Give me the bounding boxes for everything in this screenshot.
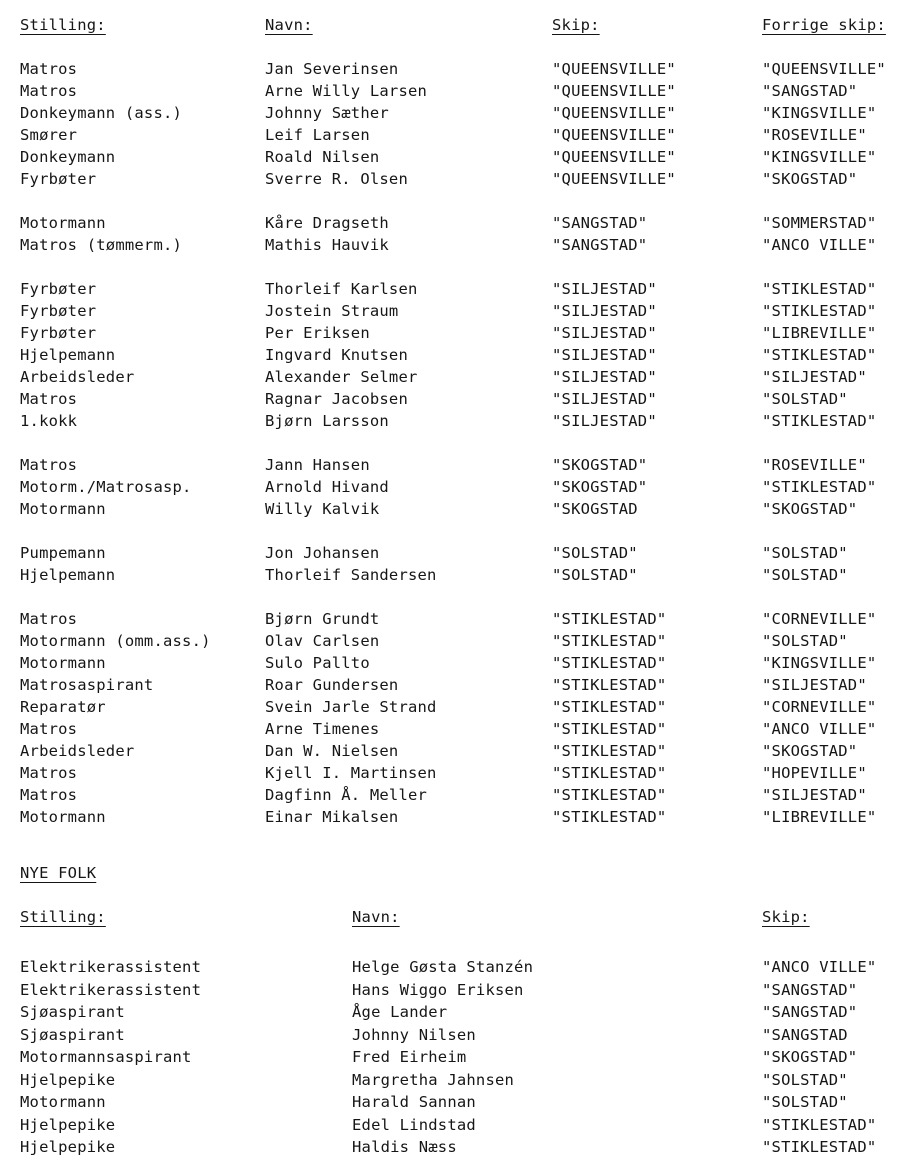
table-row bbox=[0, 608, 920, 630]
header-ship: Skip: bbox=[552, 16, 600, 34]
table-row bbox=[0, 80, 920, 102]
table-row bbox=[0, 168, 920, 190]
cell-ship: "SANGSTAD" bbox=[762, 1003, 858, 1021]
cell-ship: "SILJESTAD" bbox=[552, 346, 657, 364]
cell-position: Matros bbox=[20, 786, 78, 804]
cell-position: Hjelpemann bbox=[20, 566, 116, 584]
cell-previous-ship: "ROSEVILLE" bbox=[762, 456, 867, 474]
cell-name: Kjell I. Martinsen bbox=[265, 764, 437, 782]
cell-ship: "STIKLESTAD" bbox=[552, 764, 667, 782]
cell-previous-ship: "ROSEVILLE" bbox=[762, 126, 867, 144]
table-row bbox=[0, 652, 920, 674]
cell-name: Mathis Hauvik bbox=[265, 236, 389, 254]
table-row bbox=[0, 1069, 920, 1092]
cell-position: 1.kokk bbox=[20, 412, 78, 430]
cell-previous-ship: "QUEENSVILLE" bbox=[762, 60, 886, 78]
table-row bbox=[0, 718, 920, 740]
cell-previous-ship: "LIBREVILLE" bbox=[762, 324, 877, 342]
cell-position: Arbeidsleder bbox=[20, 368, 135, 386]
table-row bbox=[0, 1001, 920, 1024]
cell-ship: "STIKLESTAD" bbox=[552, 808, 667, 826]
table-row bbox=[0, 124, 920, 146]
cell-ship: "SOLSTAD" bbox=[552, 544, 638, 562]
cell-name: Jan Severinsen bbox=[265, 60, 399, 78]
cell-previous-ship: "LIBREVILLE" bbox=[762, 808, 877, 826]
table-row bbox=[0, 344, 920, 366]
crew-group bbox=[0, 454, 920, 520]
cell-position: Sjøaspirant bbox=[20, 1025, 125, 1044]
cell-previous-ship: "SILJESTAD" bbox=[762, 676, 867, 694]
table-row bbox=[0, 102, 920, 124]
cell-previous-ship: "CORNEVILLE" bbox=[762, 610, 877, 628]
cell-name: Roar Gundersen bbox=[265, 676, 399, 694]
new-header-name: Navn: bbox=[352, 908, 400, 926]
cell-name: Edel Lindstad bbox=[352, 1115, 476, 1134]
cell-previous-ship: "CORNEVILLE" bbox=[762, 698, 877, 716]
cell-name: Hans Wiggo Eriksen bbox=[352, 980, 524, 999]
cell-ship: "QUEENSVILLE" bbox=[552, 126, 676, 144]
cell-position: Hjelpemann bbox=[20, 346, 116, 364]
cell-name: Ingvard Knutsen bbox=[265, 346, 408, 364]
new-people-title: NYE FOLK bbox=[20, 864, 97, 882]
table-row bbox=[0, 762, 920, 784]
cell-previous-ship: "STIKLESTAD" bbox=[762, 478, 877, 496]
cell-position: Motormann bbox=[20, 500, 106, 518]
cell-name: Bjørn Grundt bbox=[265, 610, 380, 628]
cell-position: Hjelpepike bbox=[20, 1115, 116, 1134]
cell-position: Hjelpepike bbox=[20, 1070, 116, 1089]
cell-position: Matros bbox=[20, 720, 78, 738]
cell-ship: "SILJESTAD" bbox=[552, 302, 657, 320]
cell-previous-ship: "SOLSTAD" bbox=[762, 632, 848, 650]
cell-position: Matrosaspirant bbox=[20, 676, 154, 694]
cell-previous-ship: "STIKLESTAD" bbox=[762, 412, 877, 430]
cell-previous-ship: "KINGSVILLE" bbox=[762, 104, 877, 122]
cell-ship: "SILJESTAD" bbox=[552, 390, 657, 408]
cell-name: Roald Nilsen bbox=[265, 148, 380, 166]
new-header-ship: Skip: bbox=[762, 908, 810, 926]
cell-previous-ship: "SOLSTAD" bbox=[762, 566, 848, 584]
crew-group bbox=[0, 278, 920, 432]
cell-previous-ship: "SOLSTAD" bbox=[762, 390, 848, 408]
cell-name: Arne Willy Larsen bbox=[265, 82, 428, 100]
cell-name: Thorleif Karlsen bbox=[265, 280, 418, 298]
cell-ship: "STIKLESTAD" bbox=[552, 720, 667, 738]
cell-position: Matros bbox=[20, 60, 78, 78]
cell-ship: "SILJESTAD" bbox=[552, 280, 657, 298]
table-row bbox=[0, 806, 920, 828]
cell-previous-ship: "HOPEVILLE" bbox=[762, 764, 867, 782]
cell-position: Arbeidsleder bbox=[20, 742, 135, 760]
cell-previous-ship: "STIKLESTAD" bbox=[762, 302, 877, 320]
cell-previous-ship: "KINGSVILLE" bbox=[762, 148, 877, 166]
cell-name: Sverre R. Olsen bbox=[265, 170, 408, 188]
cell-position: Matros bbox=[20, 82, 78, 100]
crew-group bbox=[0, 58, 920, 190]
cell-position: Hjelpepike bbox=[20, 1138, 116, 1156]
cell-name: Harald Sannan bbox=[352, 1093, 476, 1111]
cell-ship: "SOLSTAD" bbox=[552, 566, 638, 584]
cell-position: Motormann bbox=[20, 1093, 106, 1111]
table-row bbox=[0, 564, 920, 586]
cell-previous-ship: "SKOGSTAD" bbox=[762, 500, 858, 518]
crew-transfer-list bbox=[0, 58, 920, 850]
cell-ship: "SOLSTAD" bbox=[762, 1070, 848, 1089]
table-row bbox=[0, 1024, 920, 1047]
cell-name: Per Eriksen bbox=[265, 324, 370, 342]
cell-name: Johnny Sæther bbox=[265, 104, 389, 122]
new-people-header bbox=[0, 906, 920, 930]
cell-name: Jon Johansen bbox=[265, 544, 380, 562]
cell-ship: "QUEENSVILLE" bbox=[552, 60, 676, 78]
table-row bbox=[0, 300, 920, 322]
table-row bbox=[0, 388, 920, 410]
header-position: Stilling: bbox=[20, 16, 106, 34]
cell-name: Einar Mikalsen bbox=[265, 808, 399, 826]
cell-previous-ship: "SOMMERSTAD" bbox=[762, 214, 877, 232]
cell-position: Matros bbox=[20, 456, 78, 474]
table-row bbox=[0, 454, 920, 476]
table-row bbox=[0, 740, 920, 762]
cell-previous-ship: "STIKLESTAD" bbox=[762, 280, 877, 298]
table-row bbox=[0, 278, 920, 300]
table-row bbox=[0, 212, 920, 234]
cell-ship: "SILJESTAD" bbox=[552, 412, 657, 430]
cell-name: Willy Kalvik bbox=[265, 500, 380, 518]
table-row bbox=[0, 58, 920, 80]
table-header bbox=[0, 14, 920, 38]
cell-previous-ship: "SILJESTAD" bbox=[762, 786, 867, 804]
cell-position: Fyrbøter bbox=[20, 302, 97, 320]
cell-ship: "STIKLESTAD" bbox=[552, 698, 667, 716]
cell-previous-ship: "SILJESTAD" bbox=[762, 368, 867, 386]
cell-position: Matros bbox=[20, 610, 78, 628]
cell-previous-ship: "STIKLESTAD" bbox=[762, 346, 877, 364]
cell-ship: "STIKLESTAD" bbox=[552, 786, 667, 804]
cell-name: Sulo Pallto bbox=[265, 654, 370, 672]
cell-name: Svein Jarle Strand bbox=[265, 698, 437, 716]
table-row bbox=[0, 542, 920, 564]
cell-name: Jann Hansen bbox=[265, 456, 370, 474]
cell-position: Motormann (omm.ass.) bbox=[20, 632, 211, 650]
cell-position: Reparatør bbox=[20, 698, 106, 716]
cell-ship: "ANCO VILLE" bbox=[762, 958, 877, 976]
cell-position: Motormannsaspirant bbox=[20, 1048, 192, 1066]
crew-group bbox=[0, 608, 920, 828]
cell-ship: "STIKLESTAD" bbox=[552, 654, 667, 672]
cell-name: Bjørn Larsson bbox=[265, 412, 389, 430]
table-row bbox=[0, 784, 920, 806]
cell-ship: "QUEENSVILLE" bbox=[552, 170, 676, 188]
cell-position: Donkeymann bbox=[20, 148, 116, 166]
table-row bbox=[0, 234, 920, 256]
cell-name: Haldis Næss bbox=[352, 1138, 457, 1156]
cell-ship: "SKOGSTAD" bbox=[552, 456, 648, 474]
cell-ship: "QUEENSVILLE" bbox=[552, 148, 676, 166]
cell-position: Pumpemann bbox=[20, 544, 106, 562]
table-row bbox=[0, 1114, 920, 1137]
cell-name: Alexander Selmer bbox=[265, 368, 418, 386]
cell-ship: "STIKLESTAD" bbox=[762, 1138, 877, 1156]
cell-ship: "SANGSTAD bbox=[762, 1025, 848, 1044]
cell-name: Margretha Jahnsen bbox=[352, 1070, 515, 1089]
header-name: Navn: bbox=[265, 16, 313, 34]
table-row bbox=[0, 498, 920, 520]
cell-name: Kåre Dragseth bbox=[265, 214, 389, 232]
table-row bbox=[0, 1136, 920, 1159]
table-row bbox=[0, 1091, 920, 1114]
cell-position: Matros (tømmerm.) bbox=[20, 236, 183, 254]
cell-ship: "SKOGSTAD" bbox=[552, 478, 648, 496]
cell-ship: "SILJESTAD" bbox=[552, 368, 657, 386]
cell-name: Arnold Hivand bbox=[265, 478, 389, 496]
cell-name: Arne Timenes bbox=[265, 720, 380, 738]
table-row bbox=[0, 476, 920, 498]
crew-group bbox=[0, 212, 920, 256]
crew-group bbox=[0, 542, 920, 586]
cell-ship: "SILJESTAD" bbox=[552, 324, 657, 342]
cell-previous-ship: "SOLSTAD" bbox=[762, 544, 848, 562]
table-row bbox=[0, 979, 920, 1002]
new-people-list bbox=[0, 956, 920, 1159]
cell-name: Dan W. Nielsen bbox=[265, 742, 399, 760]
table-row bbox=[0, 696, 920, 718]
cell-position: Elektrikerassistent bbox=[20, 958, 202, 976]
cell-ship: "SKOGSTAD bbox=[552, 500, 638, 518]
cell-ship: "SOLSTAD" bbox=[762, 1093, 848, 1111]
cell-position: Donkeymann (ass.) bbox=[20, 104, 183, 122]
table-row bbox=[0, 956, 920, 979]
new-header-position: Stilling: bbox=[20, 908, 106, 926]
cell-position: Matros bbox=[20, 764, 78, 782]
cell-ship: "SANGSTAD" bbox=[552, 214, 648, 232]
cell-position: Elektrikerassistent bbox=[20, 980, 202, 999]
table-row bbox=[0, 674, 920, 696]
cell-ship: "STIKLESTAD" bbox=[552, 742, 667, 760]
cell-position: Motormann bbox=[20, 808, 106, 826]
cell-ship: "STIKLESTAD" bbox=[552, 610, 667, 628]
table-row bbox=[0, 1046, 920, 1069]
table-row bbox=[0, 410, 920, 432]
cell-name: Johnny Nilsen bbox=[352, 1025, 476, 1044]
cell-ship: "QUEENSVILLE" bbox=[552, 104, 676, 122]
cell-name: Helge Gøsta Stanzén bbox=[352, 958, 534, 976]
cell-ship: "QUEENSVILLE" bbox=[552, 82, 676, 100]
cell-ship: "SKOGSTAD" bbox=[762, 1048, 858, 1066]
cell-ship: "STIKLESTAD" bbox=[552, 676, 667, 694]
cell-name: Ragnar Jacobsen bbox=[265, 390, 408, 408]
cell-ship: "STIKLESTAD" bbox=[762, 1115, 877, 1134]
cell-position: Matros bbox=[20, 390, 78, 408]
cell-name: Dagfinn Å. Meller bbox=[265, 786, 428, 804]
cell-name: Jostein Straum bbox=[265, 302, 399, 320]
cell-previous-ship: "SKOGSTAD" bbox=[762, 742, 858, 760]
cell-ship: "STIKLESTAD" bbox=[552, 632, 667, 650]
cell-position: Motormann bbox=[20, 214, 106, 232]
table-row bbox=[0, 146, 920, 168]
cell-position: Motorm./Matrosasp. bbox=[20, 478, 192, 496]
cell-name: Thorleif Sandersen bbox=[265, 566, 437, 584]
cell-previous-ship: "ANCO VILLE" bbox=[762, 236, 877, 254]
cell-previous-ship: "SANGSTAD" bbox=[762, 82, 858, 100]
cell-name: Olav Carlsen bbox=[265, 632, 380, 650]
table-row bbox=[0, 630, 920, 652]
cell-position: Motormann bbox=[20, 654, 106, 672]
cell-previous-ship: "KINGSVILLE" bbox=[762, 654, 877, 672]
cell-previous-ship: "ANCO VILLE" bbox=[762, 720, 877, 738]
cell-position: Fyrbøter bbox=[20, 170, 97, 188]
cell-position: Fyrbøter bbox=[20, 324, 97, 342]
table-row bbox=[0, 322, 920, 344]
cell-name: Leif Larsen bbox=[265, 126, 370, 144]
cell-name: Åge Lander bbox=[352, 1003, 448, 1021]
cell-position: Sjøaspirant bbox=[20, 1003, 125, 1021]
cell-position: Fyrbøter bbox=[20, 280, 97, 298]
cell-ship: "SANGSTAD" bbox=[552, 236, 648, 254]
cell-ship: "SANGSTAD" bbox=[762, 980, 858, 999]
cell-name: Fred Eirheim bbox=[352, 1048, 467, 1066]
table-row bbox=[0, 366, 920, 388]
cell-position: Smører bbox=[20, 126, 78, 144]
cell-previous-ship: "SKOGSTAD" bbox=[762, 170, 858, 188]
header-previous-ship: Forrige skip: bbox=[762, 16, 886, 34]
